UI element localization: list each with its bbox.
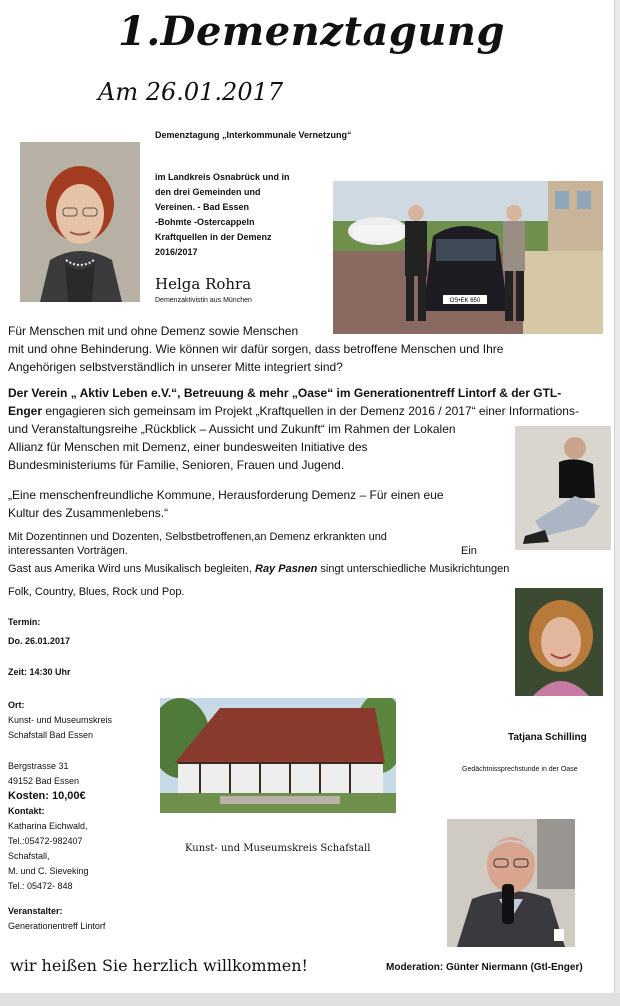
schafstall-caption: Kunst- und Museumskreis Schafstall bbox=[185, 843, 371, 854]
speaker-role: Demenzaktivistin aus München bbox=[155, 297, 252, 304]
moderation-credit: Moderation: Günter Niermann (Gtl-Enger) bbox=[386, 962, 583, 973]
text-span: Ray Pasnen bbox=[255, 563, 318, 575]
text-line: „Eine menschenfreundliche Kommune, Herausforderung Demenz – Für einen eue bbox=[8, 488, 444, 502]
termin-label: Termin: bbox=[8, 617, 41, 627]
text-line: Angehörigen selbstverständlich in unserer Mitte integriert sind? bbox=[8, 360, 343, 374]
text-span: Enger bbox=[8, 404, 43, 418]
veranstalter-value: Generationentreff Lintorf bbox=[8, 921, 106, 931]
kosten-value: Kosten: 10,00€ bbox=[8, 790, 86, 802]
tatjana-role: Gedächtnissprechstunde in der Oase bbox=[462, 766, 578, 773]
text-span: Gast aus Amerika Wird uns Musikalisch begleiten, bbox=[8, 563, 255, 575]
flyer-title: 1.Demenztagung bbox=[118, 8, 505, 55]
intro-heading: Demenztagung „Interkommunale Vernetzung“ bbox=[155, 130, 352, 140]
kontakt-line: Katharina Eichwald, bbox=[8, 821, 88, 831]
intro-text bbox=[155, 170, 325, 260]
address-line: Bergstrasse 31 bbox=[8, 761, 69, 771]
schafstall-building-photo bbox=[160, 698, 396, 813]
kontakt-line: M. und C. Sieveking bbox=[8, 866, 89, 876]
ort-line: Schafstall Bad Essen bbox=[8, 730, 94, 740]
welcome-message: wir heißen Sie herzlich willkommen! bbox=[10, 956, 308, 975]
event-date-heading: Am 26.01.2017 bbox=[98, 78, 284, 106]
text-line: Mit Dozentinnen und Dozenten, Selbstbetroffenen,an Demenz erkrankten und bbox=[8, 531, 387, 543]
intro-line: im Landkreis Osnabrück und in bbox=[155, 172, 290, 182]
intro-line: Kraftquellen in der Demenz bbox=[155, 232, 272, 242]
zeit-value: Zeit: 14:30 Uhr bbox=[8, 667, 71, 677]
text-line: mit und ohne Behinderung. Wie können wir dafür sorgen, dass betroffene Menschen und Ihre bbox=[8, 342, 504, 356]
helga-rohra-photo bbox=[20, 142, 140, 302]
text-span: singt unterschiedliche Musikrichtungen bbox=[317, 563, 510, 575]
address-line: 49152 Bad Essen bbox=[8, 776, 80, 786]
event-details bbox=[8, 615, 158, 934]
ort-line: Kunst- und Museumskreis bbox=[8, 715, 113, 725]
music-genres: Folk, Country, Blues, Rock und Pop. bbox=[8, 586, 185, 598]
kontakt-line: Tel.: 05472- 848 bbox=[8, 881, 73, 891]
intro-line: den drei Gemeinden und bbox=[155, 187, 261, 197]
car-group-photo bbox=[333, 181, 603, 334]
speaker-name: Helga Rohra bbox=[155, 275, 252, 293]
paragraph-intro bbox=[8, 322, 608, 376]
text-line: Allianz für Menschen mit Demenz, einer bundesweiten Initiative des bbox=[8, 440, 368, 454]
text-line: und Veranstaltungsreihe „Rückblick – Aussicht und Zukunft“ im Rahmen der Lokalen bbox=[8, 422, 456, 436]
car-plate-text: OS•EK 650 bbox=[449, 298, 481, 304]
text-span: engagieren sich gemeinsam im Projekt „Kraftquellen in der Demenz 2016 / 2017“ einer Informations- bbox=[42, 404, 579, 418]
guenter-niermann-photo bbox=[447, 819, 575, 947]
paragraph-quote bbox=[8, 486, 508, 522]
tatjana-schilling-photo bbox=[515, 588, 603, 696]
tatjana-name: Tatjana Schilling bbox=[508, 732, 587, 743]
text-line: Der Verein „ Aktiv Leben e.V.“, Betreuung & mehr „Oase“ im Generationentreff Lintorf & der GTL- bbox=[8, 386, 562, 400]
kontakt-label: Kontakt: bbox=[8, 806, 45, 816]
termin-value: Do. 26.01.2017 bbox=[8, 636, 71, 646]
veranstalter-label: Veranstalter: bbox=[8, 906, 63, 916]
text-line: Bundesministeriums für Familie, Senioren, Frauen und Jugend. bbox=[8, 458, 345, 472]
bottom-bar bbox=[0, 993, 620, 1006]
text-line: Für Menschen mit und ohne Demenz sowie Menschen bbox=[8, 324, 299, 338]
ort-label: Ort: bbox=[8, 700, 25, 710]
intro-line: -Bohmte -Ostercappeln bbox=[155, 217, 255, 227]
intro-line: Vereinen. - Bad Essen bbox=[155, 202, 250, 212]
text-span: interessanten Vorträgen. bbox=[8, 545, 128, 557]
paragraph-speakers bbox=[8, 530, 608, 576]
text-span: Ein bbox=[461, 545, 477, 557]
kontakt-line: Schafstall, bbox=[8, 851, 50, 861]
intro-line: 2016/2017 bbox=[155, 247, 198, 257]
text-line: Kultur des Zusammenlebens.“ bbox=[8, 506, 169, 520]
kontakt-line: Tel.:05472-982407 bbox=[8, 836, 83, 846]
